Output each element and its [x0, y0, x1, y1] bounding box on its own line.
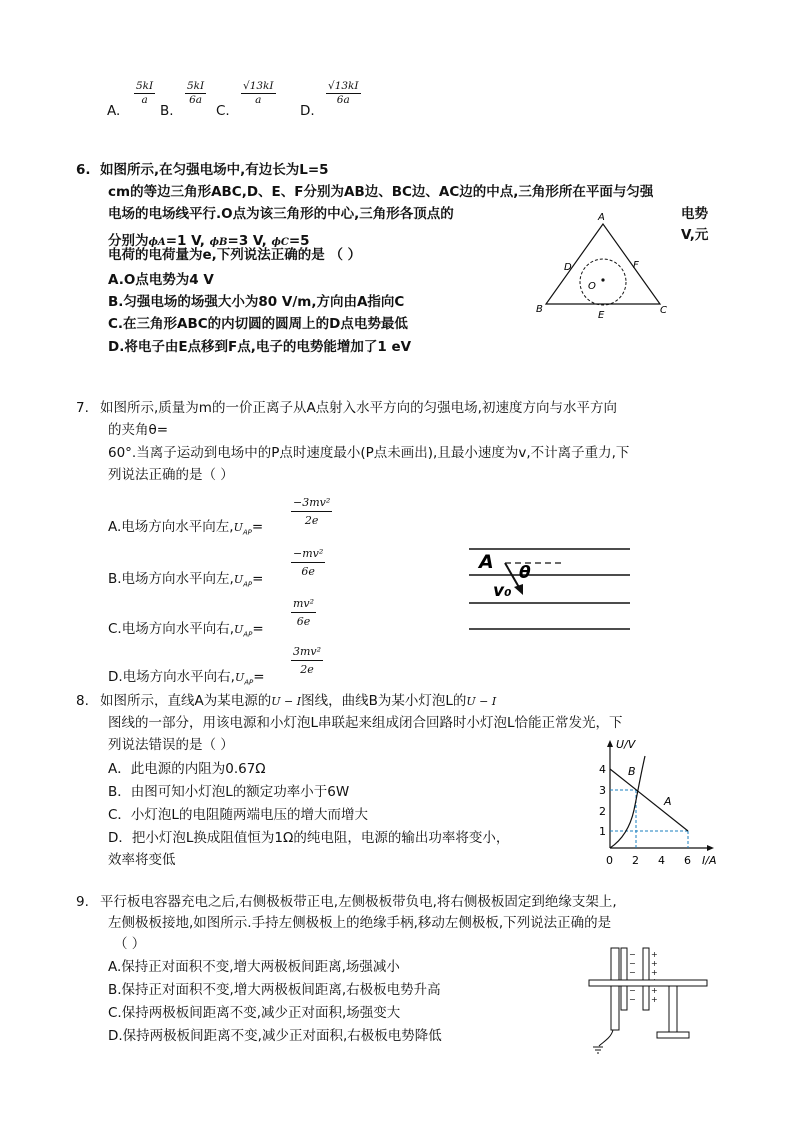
q5-b-den: 6a [189, 94, 203, 106]
q7-d-num: 3mv² [291, 643, 323, 661]
q5-option-c-fraction [241, 80, 276, 107]
q6-line4-prefix: 分别为 [108, 233, 149, 249]
q7-c-eq: = [252, 621, 264, 637]
q7-number: 7. [76, 400, 89, 416]
q6-phiB-value: =3 V, [227, 233, 267, 249]
q7-option-b-fraction [291, 545, 325, 580]
line-a [610, 769, 688, 831]
q5-a-num: 5kI [136, 80, 154, 92]
q7-b-num: −mv² [291, 545, 325, 563]
y-axis-label: U/V [616, 738, 636, 751]
y-tick-3: 3 [599, 784, 606, 797]
left-plate-handle [611, 948, 619, 1030]
q7-b-sub: AP [243, 580, 253, 589]
q7-option-d-fraction [291, 643, 323, 678]
label-theta: θ [519, 563, 531, 583]
svg-text:+: + [651, 950, 658, 959]
q6-phiA-symbol: ϕA [148, 237, 166, 248]
q8-option-d-line1: D．把小灯泡L换成阻值恒为1Ω的纯电阻，电源的输出功率将变小， [108, 830, 510, 846]
label-f: F [633, 260, 639, 271]
label-a: A [479, 551, 494, 573]
x-tick-2: 2 [632, 854, 639, 867]
right-plate [643, 948, 649, 1010]
q7-b-eq: = [252, 571, 264, 587]
svg-text:−: − [629, 968, 636, 977]
x-axis-arrow [707, 845, 714, 851]
q7-option-a [108, 518, 263, 542]
label-e: E [598, 310, 605, 321]
q7-a-num: −3mv² [291, 494, 332, 512]
q7-d-U: U [234, 671, 245, 684]
q7-stem-line2: 的夹角θ= [108, 422, 169, 438]
q7-c-U: U [234, 623, 244, 636]
q7-option-b [108, 570, 263, 594]
q6-stem-line4-right: V,元 [681, 227, 709, 243]
q5-d-num: √13kI [328, 80, 359, 92]
q6-phiA-value: =1 V, [165, 233, 205, 249]
q7-a-U: U [233, 521, 243, 534]
q9-number: 9. [76, 894, 89, 910]
q5-a-den: a [141, 94, 148, 106]
left-plate [621, 948, 627, 1010]
q7-field-figure [465, 540, 635, 635]
v0-arrow-head [514, 584, 523, 595]
q5-option-d-label: D. [300, 103, 315, 119]
x-axis-label: I/A [702, 854, 717, 867]
q6-stem-line3-right: 电势 [681, 206, 708, 222]
q9-capacitor-figure [585, 944, 715, 1056]
label-o: O [588, 281, 596, 292]
q8-number: 8. [76, 693, 89, 709]
support-rail [589, 980, 707, 986]
svg-text:−: − [629, 995, 636, 1004]
svg-text:−: − [629, 986, 636, 995]
q5-option-a-fraction [134, 80, 155, 107]
label-d: D [564, 262, 572, 273]
q7-a-eq: = [251, 519, 264, 535]
q9-option-d: D.保持两极板间距离不变,减少正对面积,右极板电势降低 [108, 1028, 442, 1044]
q8-stem-line1 [100, 692, 496, 711]
q7-option-d [108, 668, 265, 692]
q6-option-a: A.O点电势为4 V [108, 272, 214, 288]
q7-d-eq: = [253, 669, 265, 685]
q8-ui-symbol-2: U − I [466, 695, 497, 708]
svg-text:+: + [651, 986, 658, 995]
negative-charges [629, 950, 636, 1004]
svg-text:+: + [651, 995, 658, 1004]
q6-option-b: B.匀强电场的场强大小为80 V/m,方向由A指向C [108, 294, 405, 310]
x-tick-6: 6 [684, 854, 691, 867]
incircle [580, 259, 626, 305]
q8-line1b: 图线，曲线B为某小灯泡L的 [301, 693, 467, 709]
q7-b-U: U [233, 573, 244, 586]
q7-stem-line4: 列说法正确的是（ ） [108, 467, 234, 483]
q5-option-b-fraction [185, 80, 206, 107]
q5-option-a-label: A. [107, 103, 121, 119]
q8-line1a: 如图所示，直线A为某电源的 [100, 693, 272, 709]
svg-text:+: + [651, 968, 658, 977]
q6-triangle-figure [530, 208, 680, 323]
x-tick-0: 0 [606, 854, 613, 867]
q8-stem-line2: 图线的一部分，用该电源和小灯泡L串联起来组成闭合回路时小灯泡L恰能正常发光，下 [108, 715, 623, 731]
q7-c-num: mv² [291, 595, 316, 613]
q9-option-c: C.保持两极板间距离不变,减少正对面积,场强变大 [108, 1005, 401, 1021]
q7-stem-line3: 60°.当离子运动到电场中的P点时速度最小(P点未画出),且最小速度为v,不计离子重力,下 [108, 445, 630, 461]
q9-stem-line3: （ ） [114, 936, 146, 952]
q7-a-den: 2e [304, 514, 319, 527]
q7-option-c-fraction [291, 595, 316, 630]
q7-c-text: C.电场方向水平向右, [108, 621, 235, 637]
q5-c-den: a [255, 94, 262, 106]
label-c: C [660, 305, 667, 316]
q6-stem-line1: 如图所示,在匀强电场中,有边长为L=5 [100, 162, 329, 178]
q7-d-sub: AP [244, 678, 254, 687]
y-tick-1: 1 [599, 825, 606, 838]
q8-stem-line3: 列说法错误的是（ ） [108, 737, 234, 753]
q9-option-b: B.保持正对面积不变,增大两极板间距离,右极板电势升高 [108, 982, 441, 998]
q9-option-a: A.保持正对面积不变,增大两极板间距离,场强减小 [108, 959, 400, 975]
q6-stem-line5: 电荷的电荷量为e,下列说法正确的是 （ ） [108, 247, 362, 263]
q6-option-c: C.在三角形ABC的内切圆的圆周上的D点电势最低 [108, 316, 408, 332]
insulating-stand [669, 986, 677, 1032]
q6-number: 6. [76, 162, 91, 178]
label-line-a: A [664, 795, 672, 808]
q5-option-c-label: C. [216, 103, 230, 119]
q5-d-den: 6a [336, 94, 350, 106]
q7-stem-line1: 如图所示,质量为m的一价正离子从A点射入水平方向的匀强电场,初速度方向与水平方向 [100, 400, 617, 416]
q5-option-d-fraction [326, 80, 361, 107]
q7-a-text: A.电场方向水平向左, [108, 519, 234, 535]
q6-stem-line2: cm的等边三角形ABC,D、E、F分别为AB边、BC边、AC边的中点,三角形所在平面与匀强 [108, 184, 654, 200]
label-curve-b: B [628, 765, 636, 778]
stand-base [657, 1032, 689, 1038]
q8-ui-symbol-1: U − I [271, 695, 302, 708]
label-v0: v₀ [493, 581, 512, 601]
q8-option-c: C．小灯泡L的电阻随两端电压的增大而增大 [108, 807, 368, 823]
q8-option-a: A．此电源的内阻为0.67Ω [108, 761, 266, 777]
y-axis-arrow [607, 740, 613, 747]
q6-phiB-symbol: ϕB [209, 237, 228, 248]
q7-option-c [108, 620, 264, 644]
svg-text:−: − [629, 959, 636, 968]
y-tick-2: 2 [599, 805, 606, 818]
q9-stem-line2: 左侧极板接地,如图所示.手持左侧极板上的绝缘手柄,移动左侧极板,下列说法正确的是 [108, 915, 612, 931]
svg-text:+: + [651, 959, 658, 968]
q8-option-d-line2: 效率将变低 [108, 852, 176, 868]
q6-phiC-symbol: ϕC [271, 237, 289, 248]
q8-ui-graph [592, 738, 728, 870]
q6-option-d: D.将电子由E点移到F点,电子的电势能增加了1 eV [108, 339, 412, 355]
q6-phiC-value: =5 [288, 233, 310, 249]
q7-d-text: D.电场方向水平向右, [108, 669, 235, 685]
ground-wire [599, 1030, 613, 1046]
q9-stem-line1: 平行板电容器充电之后,右侧极板带正电,左侧极板带负电,将右侧极板固定到绝缘支架上, [100, 894, 617, 910]
q5-b-num: 5kI [187, 80, 205, 92]
label-a: A [598, 212, 605, 223]
q7-c-sub: AP [243, 630, 253, 639]
q7-a-sub: AP [242, 528, 252, 537]
positive-charges [651, 950, 658, 1004]
q7-option-a-fraction [291, 494, 332, 529]
q5-option-b-label: B. [160, 103, 174, 119]
q6-stem-line3: 电场的电场线平行.O点为该三角形的中心,三角形各顶点的 [108, 206, 454, 222]
q7-b-den: 6e [301, 565, 315, 578]
x-tick-4: 4 [658, 854, 665, 867]
center-o-dot [601, 278, 604, 281]
q8-option-b: B．由图可知小灯泡L的额定功率小于6W [108, 784, 350, 800]
y-tick-4: 4 [599, 763, 606, 776]
q7-b-text: B.电场方向水平向左, [108, 571, 234, 587]
q5-c-num: √13kI [243, 80, 274, 92]
svg-text:−: − [629, 950, 636, 959]
label-b: B [536, 304, 543, 315]
q7-c-den: 6e [296, 615, 311, 628]
q7-d-den: 2e [300, 663, 314, 676]
